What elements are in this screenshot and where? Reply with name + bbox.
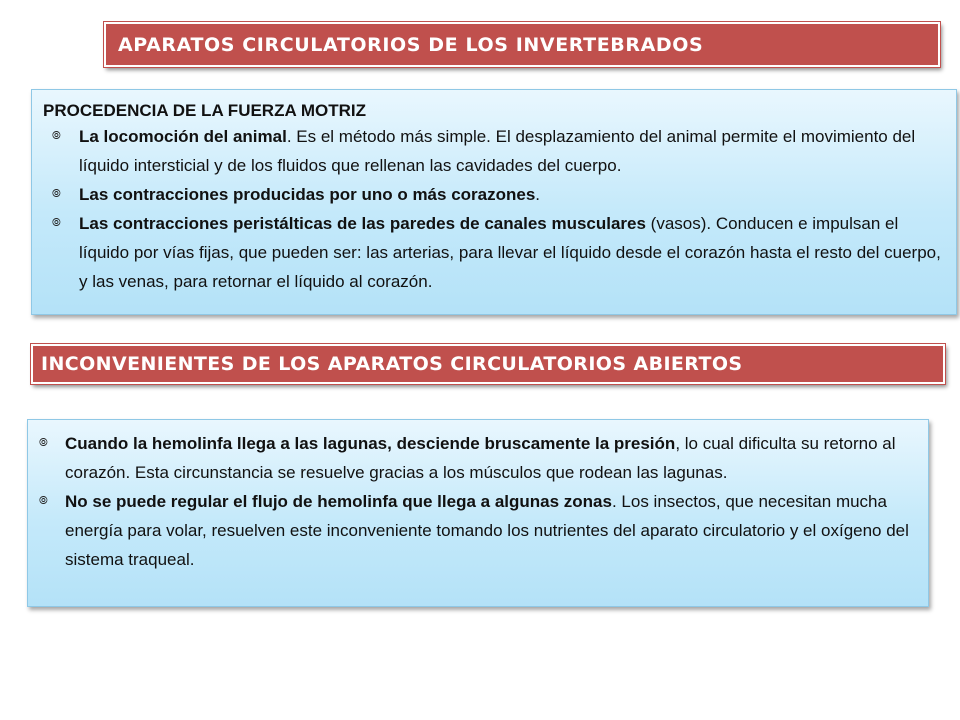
- circle-bullet-icon: ⦾: [52, 217, 61, 229]
- circle-bullet-icon: ⦾: [52, 130, 61, 142]
- list-item: [42, 122, 946, 180]
- circle-bullet-icon: ⦾: [39, 495, 48, 507]
- list-item: [38, 487, 918, 574]
- heading-open-system-drawbacks: INCONVENIENTES DE LOS APARATOS CIRCULATORIOS ABIERTOS: [31, 344, 945, 384]
- heading-invertebrate-circulatory-systems: APARATOS CIRCULATORIOS DE LOS INVERTEBRADOS: [104, 22, 940, 67]
- list-item: [38, 429, 918, 487]
- motive-force-list: [42, 122, 946, 296]
- item-lead: Cuando la hemolinfa llega a las lagunas, desciende bruscamente la presión: [65, 434, 676, 453]
- item-lead: No se puede regular el flujo de hemolinfa que llega a algunas zonas: [65, 492, 612, 511]
- motive-force-title: PROCEDENCIA DE LA FUERZA MOTRIZ: [43, 101, 366, 120]
- list-item: [42, 180, 946, 209]
- drawbacks-list: [38, 429, 918, 574]
- item-text: . Es el método más simple. El desplazamiento del animal permite el movimiento del líquido intersticial y de los fluidos que rellenan las cavidades del cuerpo.: [79, 127, 916, 175]
- item-lead: Las contracciones peristálticas de las paredes de canales musculares: [79, 214, 646, 233]
- circle-bullet-icon: ⦾: [39, 437, 48, 449]
- circle-bullet-icon: ⦾: [52, 188, 61, 200]
- item-text: , lo cual dificulta su retorno al corazón. Esta circunstancia se resuelve gracias a los músculos que rodean las lagunas.: [65, 434, 896, 482]
- item-lead: La locomoción del animal: [79, 127, 287, 146]
- item-lead: Las contracciones producidas por uno o más corazones: [79, 185, 536, 204]
- drawbacks-panel: [27, 419, 929, 607]
- item-text: (vasos). Conducen e impulsan el líquido por vías fijas, que pueden ser: las arterias, para llevar el líquido desde el corazón hasta el resto del cuerpo, y las venas, para retornar el líquido al corazón.: [79, 214, 941, 291]
- list-item: [42, 209, 946, 296]
- item-text: . Los insectos, que necesitan mucha energía para volar, resuelven este inconveniente tomando los nutrientes del aparato circulatorio y el oxígeno del sistema traqueal.: [65, 492, 909, 569]
- motive-force-panel: [31, 89, 957, 315]
- item-text: .: [535, 185, 541, 204]
